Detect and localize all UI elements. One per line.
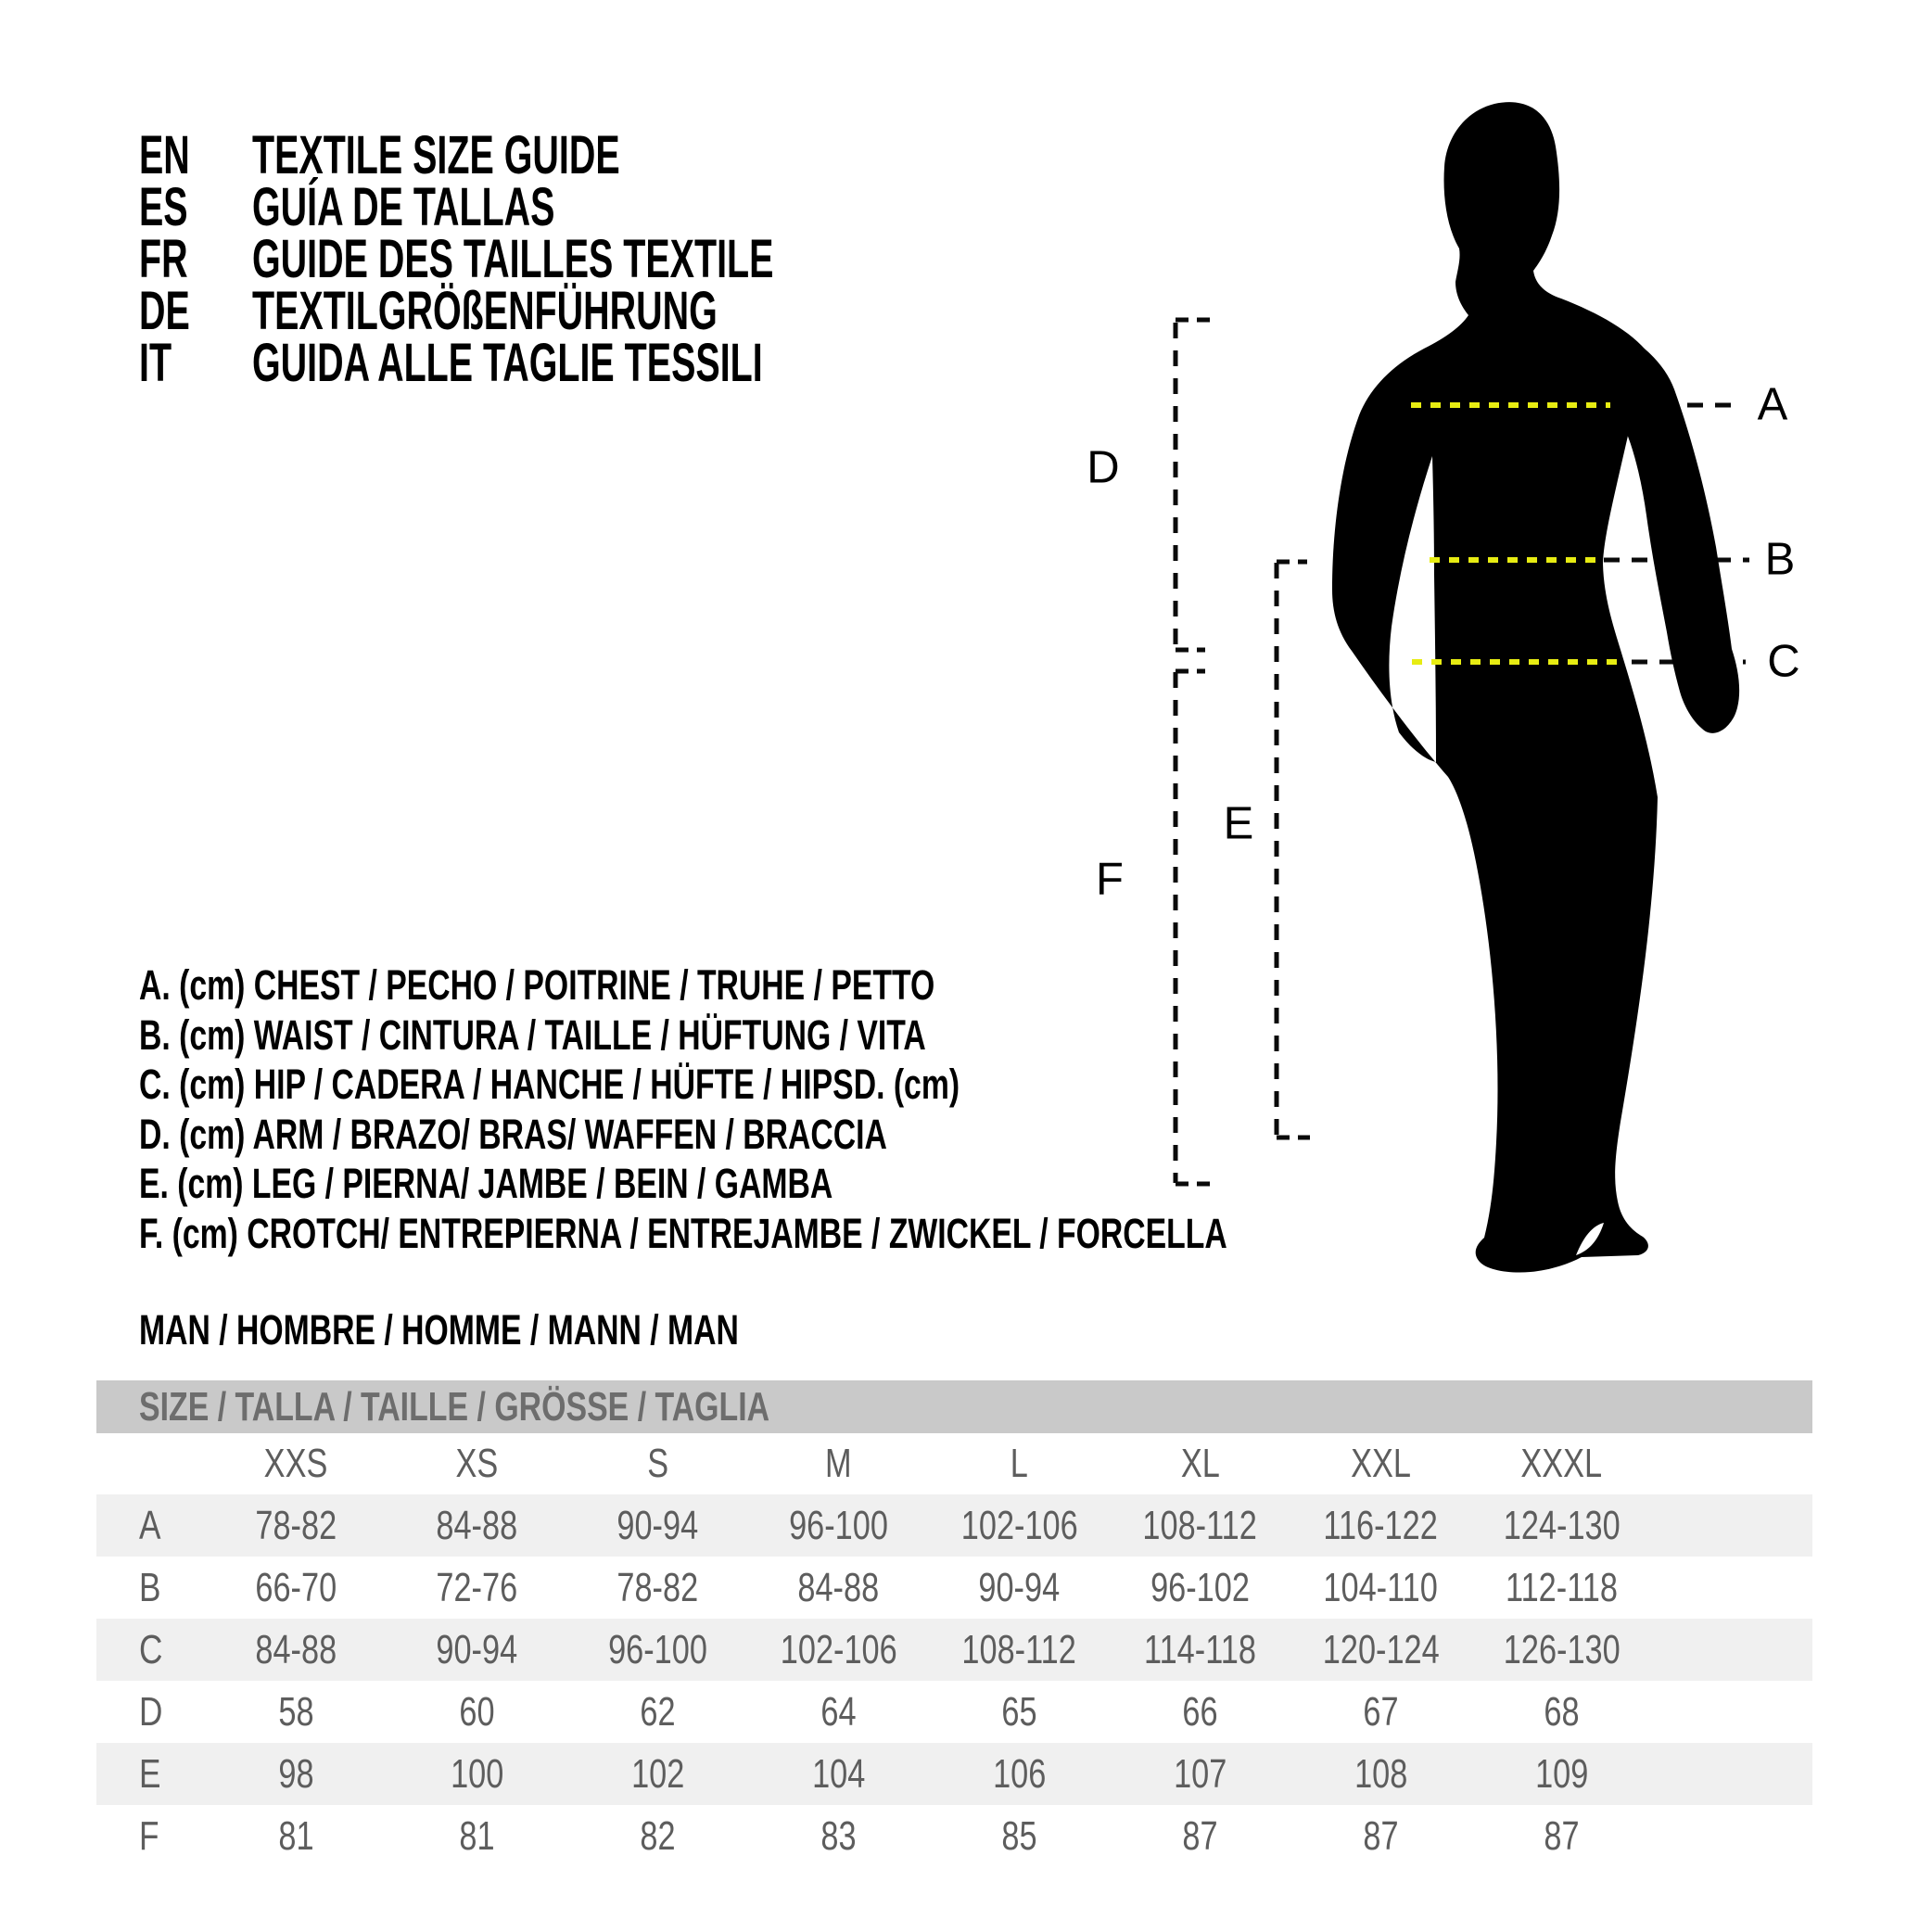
cell: 85 [1001, 1812, 1037, 1859]
cell: 108-112 [1142, 1502, 1258, 1548]
cell: 90-94 [616, 1502, 699, 1548]
cell: 108-112 [961, 1626, 1077, 1672]
lang-code-fr: FR [139, 229, 188, 289]
cell: 112-118 [1506, 1564, 1618, 1610]
cell: 72-76 [436, 1564, 518, 1610]
col-header-l: L [1010, 1441, 1029, 1486]
lang-code-en: EN [139, 125, 190, 185]
col-header-xxxl: XXXL [1520, 1441, 1603, 1486]
table-row-D [96, 1681, 1812, 1743]
measurement-legend [139, 960, 1590, 1258]
cell: 84-88 [255, 1626, 337, 1672]
cell: 82 [640, 1812, 676, 1859]
legend-crotch: F. (cm) CROTCH/ ENTREPIERNA / ENTREJAMBE / ZWICKEL / FORCELLA [139, 1209, 1227, 1257]
cell: 106 [992, 1750, 1047, 1797]
row-label: A [139, 1502, 161, 1548]
cell: 102 [630, 1750, 685, 1797]
col-header-s: S [647, 1441, 668, 1486]
label-crotch-F: F [1096, 854, 1124, 905]
size-table-title-bar [96, 1380, 1812, 1433]
row-label: D [139, 1688, 163, 1735]
cell: 64 [820, 1688, 857, 1735]
col-header-xxs: XXS [264, 1441, 328, 1486]
cell: 62 [640, 1688, 676, 1735]
cell: 84-88 [797, 1564, 880, 1610]
cell: 102-106 [960, 1502, 1078, 1548]
cell: 96-100 [608, 1626, 707, 1672]
table-row-F [96, 1805, 1812, 1867]
cell: 126-130 [1503, 1626, 1621, 1672]
size-table-column-headers [96, 1433, 1812, 1494]
lang-title-fr: GUIDE DES TAILLES TEXTILE [252, 229, 774, 289]
lang-title-de: TEXTILGRÖßENFÜHRUNG [252, 281, 718, 341]
cell: 60 [459, 1688, 495, 1735]
table-row-C [96, 1619, 1812, 1681]
cell: 90-94 [436, 1626, 518, 1672]
cell: 81 [459, 1812, 495, 1859]
lang-code-it: IT [139, 333, 172, 393]
cell: 96-100 [789, 1502, 888, 1548]
cell: 87 [1182, 1812, 1218, 1859]
cell: 104 [811, 1750, 866, 1797]
row-label: E [139, 1750, 161, 1797]
cell: 109 [1534, 1750, 1589, 1797]
col-header-m: M [825, 1441, 852, 1486]
cell: 98 [278, 1750, 314, 1797]
cell: 100 [450, 1750, 504, 1797]
lang-code-es: ES [139, 177, 188, 237]
cell: 96-102 [1150, 1564, 1250, 1610]
cell: 108 [1354, 1750, 1408, 1797]
lang-code-de: DE [139, 281, 190, 341]
size-table [96, 1380, 1812, 1867]
cell: 124-130 [1503, 1502, 1621, 1548]
col-header-xs: XS [455, 1441, 499, 1486]
cell: 58 [278, 1688, 314, 1735]
cell: 87 [1544, 1812, 1580, 1859]
lang-title-es: GUÍA DE TALLAS [252, 177, 555, 237]
cell: 114-118 [1144, 1626, 1256, 1672]
row-label: C [139, 1626, 163, 1672]
cell: 65 [1001, 1688, 1037, 1735]
cell: 102-106 [780, 1626, 897, 1672]
cell: 67 [1363, 1688, 1399, 1735]
label-waist-B: B [1764, 534, 1796, 585]
cell: 78-82 [616, 1564, 699, 1610]
lang-title-it: GUIDA ALLE TAGLIE TESSILI [252, 333, 763, 393]
cell: 120-124 [1322, 1626, 1440, 1672]
lang-title-en: TEXTILE SIZE GUIDE [252, 125, 620, 185]
table-row-B [96, 1557, 1812, 1619]
table-row-A [96, 1494, 1812, 1557]
row-label: B [139, 1564, 161, 1610]
col-header-xl: XL [1180, 1441, 1220, 1486]
table-row-E [96, 1743, 1812, 1805]
cell: 83 [820, 1812, 857, 1859]
cell: 104-110 [1323, 1564, 1439, 1610]
legend-chest: A. (cm) CHEST / PECHO / POITRINE / TRUHE / PETTO [139, 961, 935, 1009]
cell: 84-88 [436, 1502, 518, 1548]
cell: 87 [1363, 1812, 1399, 1859]
cell: 66 [1182, 1688, 1218, 1735]
legend-hip: C. (cm) HIP / CADERA / HANCHE / HÜFTE / HIPSD. (cm) [139, 1061, 960, 1108]
cell: 116-122 [1323, 1502, 1439, 1548]
label-leg-E: E [1223, 798, 1254, 849]
cell: 81 [278, 1812, 314, 1859]
label-hip-C: C [1767, 636, 1800, 687]
legend-waist: B. (cm) WAIST / CINTURA / TAILLE / HÜFTUNG / VITA [139, 1010, 926, 1059]
row-label: F [139, 1812, 159, 1859]
gender-line: MAN / HOMBRE / HOMME / MANN / MAN [139, 1306, 739, 1354]
cell: 90-94 [978, 1564, 1061, 1610]
cell: 68 [1544, 1688, 1580, 1735]
label-chest-A: A [1757, 379, 1788, 430]
col-header-xxl: XXL [1351, 1441, 1411, 1486]
label-arm-D: D [1087, 442, 1120, 493]
cell: 78-82 [255, 1502, 337, 1548]
legend-arm: D. (cm) ARM / BRAZO/ BRAS/ WAFFEN / BRACCIA [139, 1110, 887, 1158]
size-table-title: SIZE / TALLA / TAILLE / GRÖSSE / TAGLIA [139, 1383, 770, 1430]
cell: 107 [1173, 1750, 1227, 1797]
legend-leg: E. (cm) LEG / PIERNA/ JAMBE / BEIN / GAMBA [139, 1160, 833, 1207]
cell: 66-70 [255, 1564, 337, 1610]
